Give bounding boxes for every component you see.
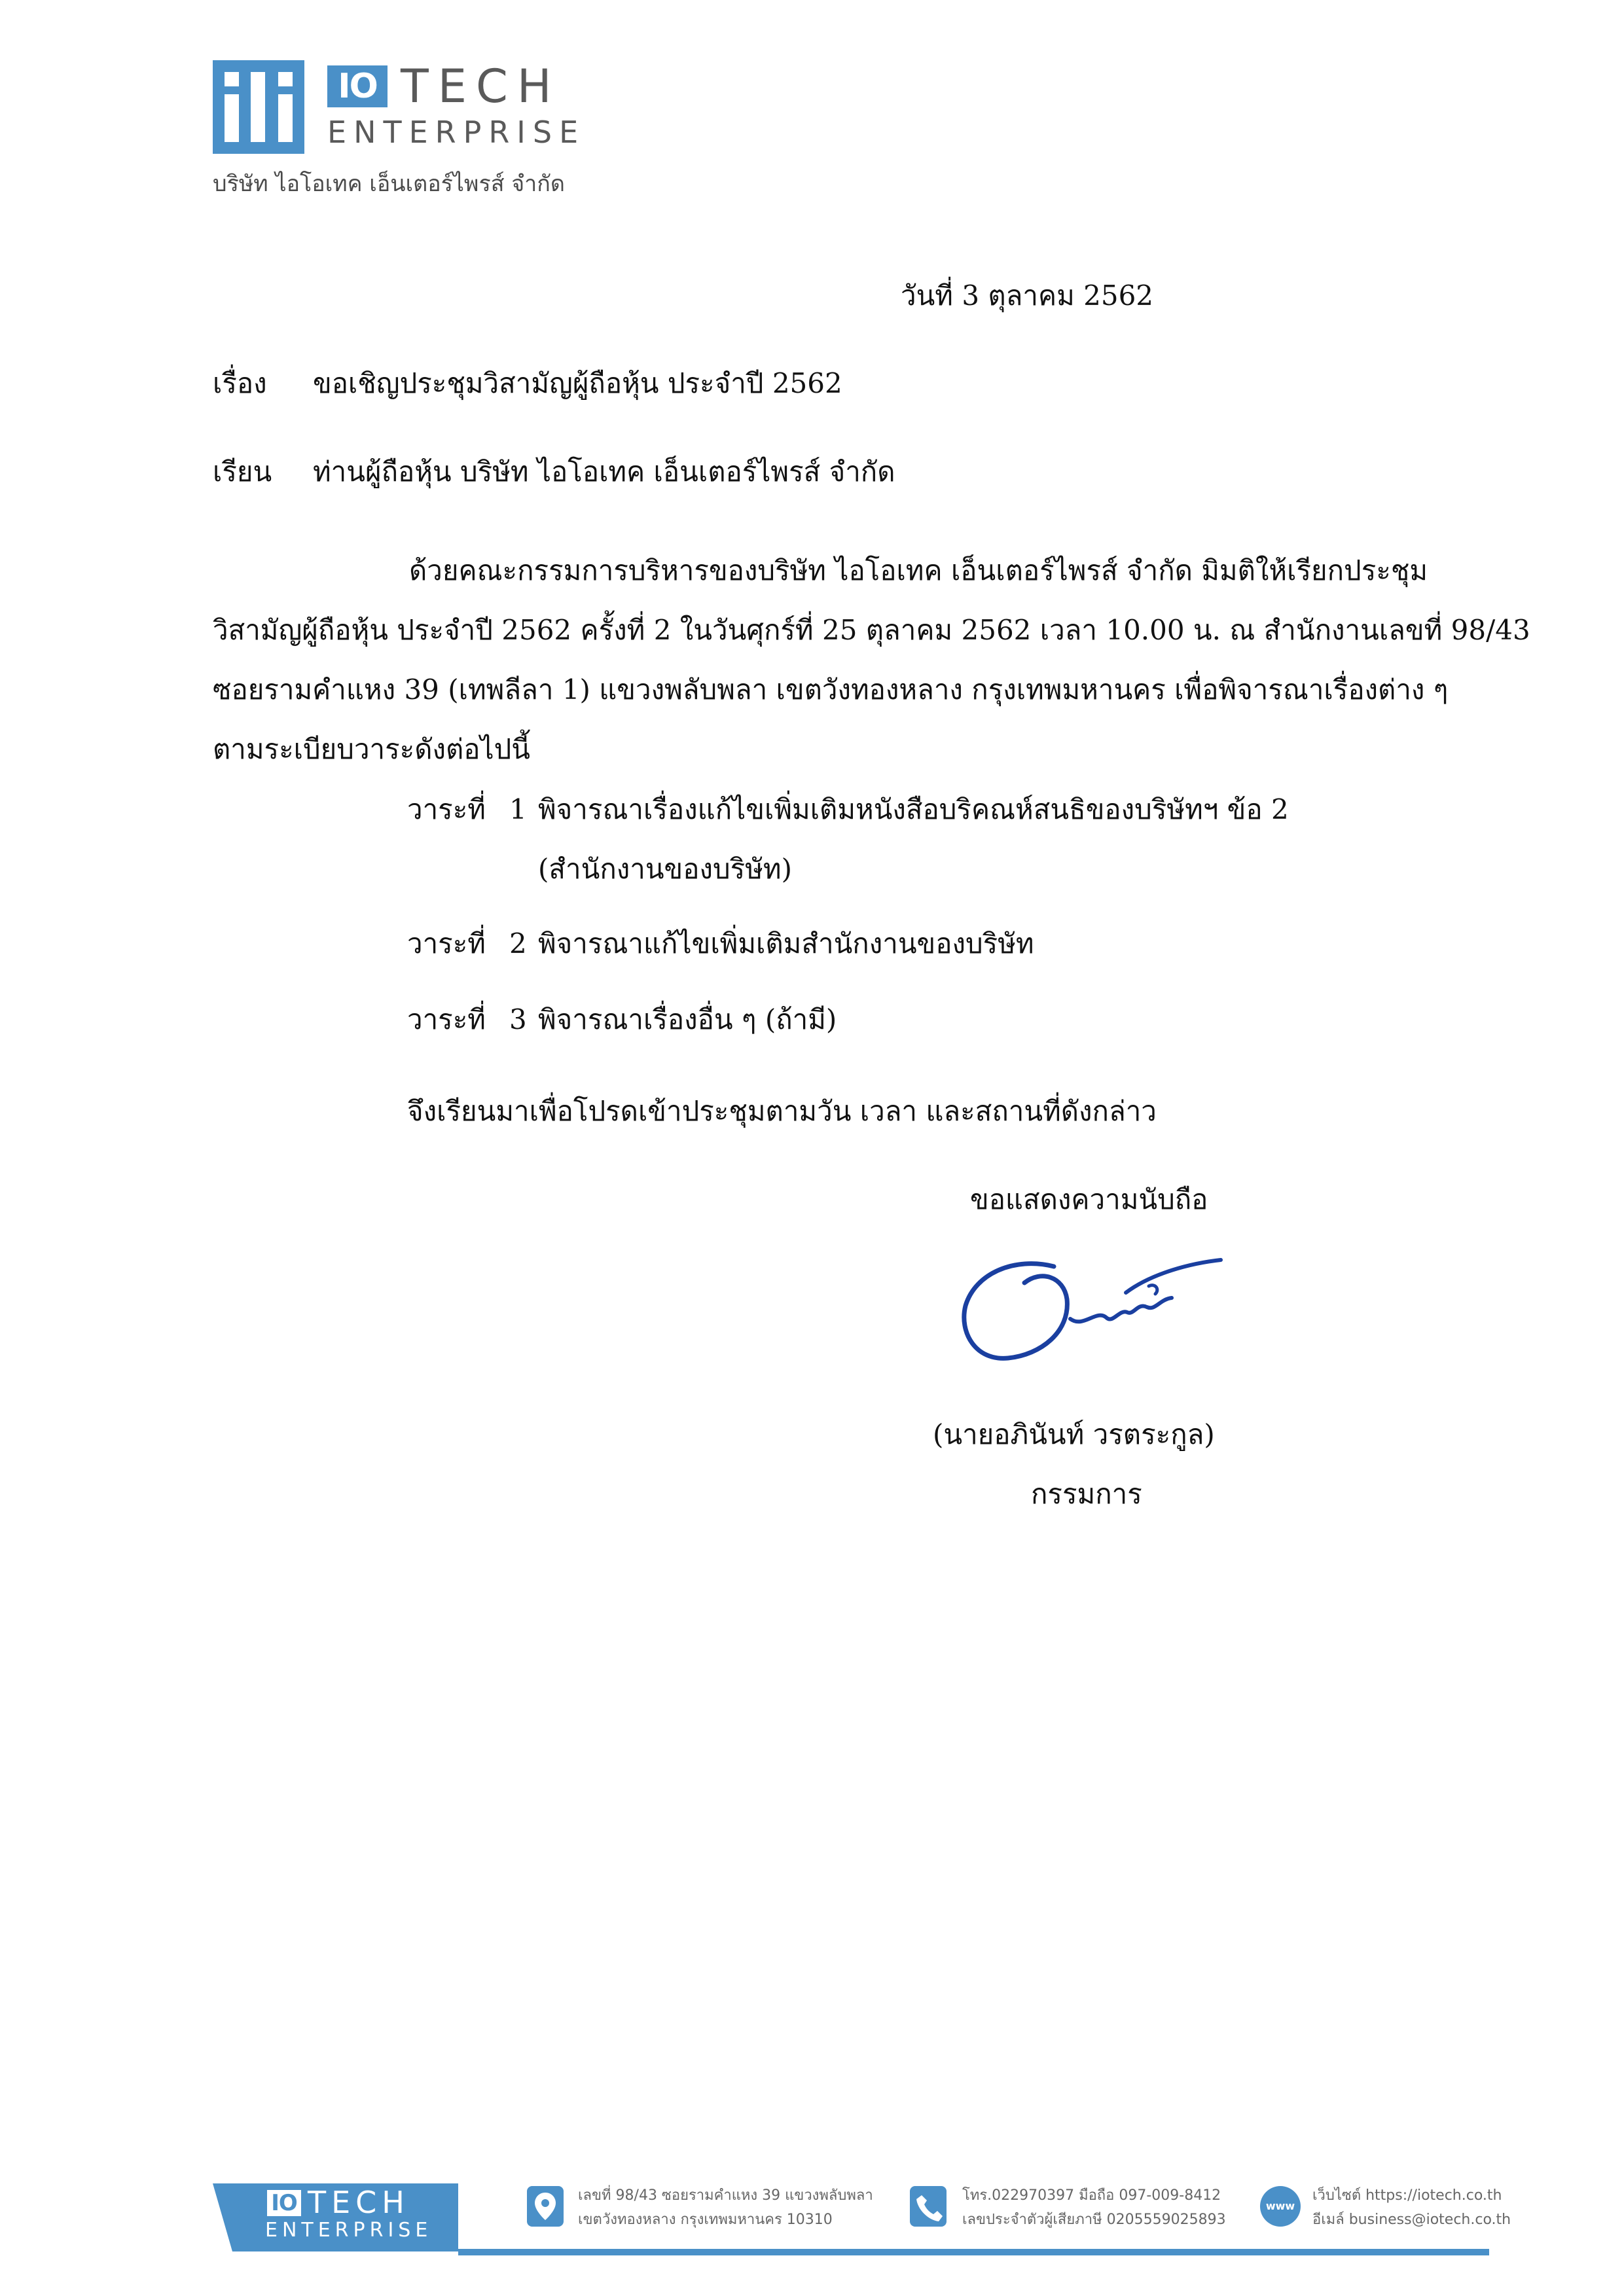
recipient-text: ท่านผู้ถือหุ้น บริษัท ไอโอเทค เอ็นเตอร์ไพรส์ จำกัด <box>313 456 895 488</box>
footer-address-line: เลขที่ 98/43 ซอยรามคำแหง 39 แขวงพลับพลา <box>578 2187 873 2204</box>
footer-email-line: อีเมล์ business@iotech.co.th <box>1312 2212 1511 2228</box>
footer-logo-io-badge: IO <box>267 2190 301 2216</box>
company-logo-mark <box>213 60 304 154</box>
agenda-number: 3 <box>509 1003 527 1035</box>
agenda-text: พิจารณาเรื่องอื่น ๆ (ถ้ามี) <box>538 1003 837 1035</box>
logo-io-badge: IO <box>327 65 388 107</box>
subject-label: เรื่อง <box>213 367 267 399</box>
agenda-label: วาระที่ <box>407 927 486 960</box>
logo-enterprise-text: ENTERPRISE <box>327 115 586 150</box>
footer-website-line: เว็บไซต์ https://iotech.co.th <box>1312 2187 1502 2204</box>
agenda-text-continued: (สำนักงานของบริษัท) <box>538 853 792 885</box>
phone-icon <box>910 2186 947 2227</box>
body-line: ตามระเบียบวาระดังต่อไปนี้ <box>213 733 531 765</box>
footer-address-line: เขตวังทองหลาง กรุงเทพมหานคร 10310 <box>578 2212 833 2228</box>
agenda-number: 2 <box>509 927 527 960</box>
body-line: วิสามัญผู้ถือหุ้น ประจำปี 2562 ครั้งที่ 2 ในวันศุกร์ที่ 25 ตุลาคม 2562 เวลา 10.00 น. ณ สำนักงานเลขที่ 98/43 <box>213 614 1530 646</box>
footer-phone-line: โทร.022970397 มือถือ 097-009-8412 <box>962 2187 1221 2204</box>
agenda-number: 1 <box>509 793 527 825</box>
recipient-label: เรียน <box>213 456 272 488</box>
footer-logo-enterprise-text: ENTERPRISE <box>265 2219 433 2242</box>
letter-date: วันที่ 3 ตุลาคม 2562 <box>901 279 1154 312</box>
signer-name: (นายอภินันท์ วรตระกูล) <box>933 1418 1215 1450</box>
agenda-text: พิจารณาแก้ไขเพิ่มเติมสำนักงานของบริษัท <box>538 927 1034 960</box>
body-line: ซอยรามคำแหง 39 (เทพลีลา 1) แขวงพลับพลา เขตวังทองหลาง กรุงเทพมหานคร เพื่อพิจารณาเรื่องต่าง ๆ <box>213 673 1449 706</box>
regards-text: ขอแสดงความนับถือ <box>970 1183 1208 1215</box>
closing-sentence: จึงเรียนมาเพื่อโปรดเข้าประชุมตามวัน เวลา และสถานที่ดังกล่าว <box>407 1095 1157 1127</box>
footer-logo-tech-text: TECH <box>308 2185 410 2220</box>
handwritten-signature <box>956 1247 1237 1378</box>
body-line: ด้วยคณะกรรมการบริหารของบริษัท ไอโอเทค เอ็นเตอร์ไพรส์ จำกัด มิมติให้เรียกประชุม <box>409 554 1428 586</box>
subject-text: ขอเชิญประชุมวิสามัญผู้ถือหุ้น ประจำปี 2562 <box>313 367 842 399</box>
logo-tech-text: TECH <box>401 60 561 113</box>
location-pin-icon <box>527 2186 564 2227</box>
agenda-text: พิจารณาเรื่องแก้ไขเพิ่มเติมหนังสือบริคณห์สนธิของบริษัทฯ ข้อ 2 <box>538 793 1289 825</box>
www-icon: www <box>1260 2186 1301 2227</box>
body-paragraph <box>213 541 1530 779</box>
agenda-label: วาระที่ <box>407 793 486 825</box>
company-name-thai: บริษัท ไอโอเทค เอ็นเตอร์ไพรส์ จำกัด <box>213 171 565 197</box>
signer-position: กรรมการ <box>1031 1478 1142 1510</box>
agenda-label: วาระที่ <box>407 1003 486 1035</box>
footer-tax-id-line: เลขประจำตัวผู้เสียภาษี 0205559025893 <box>962 2212 1226 2228</box>
